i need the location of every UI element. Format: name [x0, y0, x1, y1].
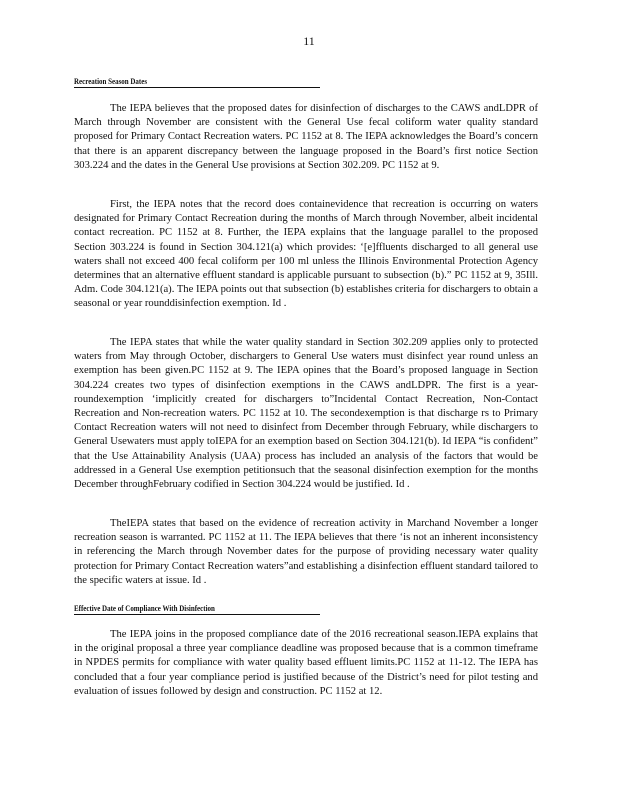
section-heading-effective-date [74, 603, 320, 615]
heading-underline [74, 614, 320, 615]
paragraph: The IEPA states that while the water quality standard in Section 302.209 applies only to protected waters from May through October, dischargers to General Use waters must disinfect year round unless an exemption has been given.PC 1152 at 9. The IEPA opines that the Board’s proposed language in Section 304.224 creates two types of disinfection exemptions in the CAWS andLDPR. The first is a year-roundexemption ‘implicitly created for dischargers to”Incidental Contact Recreation, Non-Contact Recreation and Non-recreation waters. PC 1152 at 10. The secondexemption is that discharge rs to Primary Contact Recreation waters will not need to disinfect from December through February, while dischargers to General Usewaters must apply toIEPA for an exemption based on Section 304.121(b). Id IEPA “is confident” that the Use Attainability Analysis (UAA) process has included an analysis of the factors that would be addressed in a General Use exemption petitionsuch that the seasonal disinfection exemption for the months December throughFebruary codified in Section 304.224 would be justified. Id . [74, 337, 538, 491]
paragraph: The IEPA joins in the proposed compliance date of the 2016 recreational season.IEPA explains that in the original proposal a three year compliance deadline was proposed because that is a common timeframe in NPDES permits for compliance with water quality based effluent limits.PC 1152 at 11-12. The IEPA has concluded that a four year compliance period is justified because of the District’s need for pilot testing and evaluation of issues followed by design and construction. PC 1152 at 12. [74, 629, 538, 697]
section-heading-text: Effective Date of Compliance With Disinfection [74, 603, 215, 613]
heading-underline [74, 87, 320, 88]
page-number: 11 [303, 34, 315, 48]
section-heading-text: Recreation Season Dates [74, 76, 148, 86]
paragraph: First, the IEPA notes that the record does containevidence that recreation is occurring on waters designated for Primary Contact Recreation during the months of March through November, albeit incidental contact recreation. PC 1152 at 8. Further, the IEPA explains that the language parallel to the proposed Section 303.224 is found in Section 304.121(a) which provides: ‘[e]ffluents discharged to all general use waters shall not exceed 400 fecal coliform per 100 ml unless the Illinois Environmental Protection Agency determines that an alternative effluent standard is applicable pursuant to subsection (b).” PC 1152 at 9, 35Ill. Adm. Code 304.121(a). The IEPA points out that subsection (b) establishes criteria for dischargers to obtain a seasonal or year rounddisinfection exemption. Id . [74, 199, 538, 310]
paragraph: The IEPA believes that the proposed dates for disinfection of discharges to the CAWS andLDPR of March through November are consistent with the General Use fecal coliform water quality standard proposed for Primary Contact Recreation waters. PC 1152 at 8. The IEPA acknowledges the Board’s concern that there is an apparent discrepancy between the language proposed in the Board’s first notice Section 303.224 and the dates in the General Use provisions at Section 302.209. PC 1152 at 9. [74, 103, 538, 171]
section-heading-recreation-season [74, 76, 320, 88]
paragraph: TheIEPA states that based on the evidence of recreation activity in Marchand November a longer recreation season is warranted. PC 1152 at 11. The IEPA believes that there ‘is not an inherent inconsistency in referencing the March through November dates for the purpose of providing necessary water quality protection for Primary Contact Recreation waters”and establishing a disinfection effluent standard tailored to the specific waters at issue. Id . [74, 518, 538, 586]
